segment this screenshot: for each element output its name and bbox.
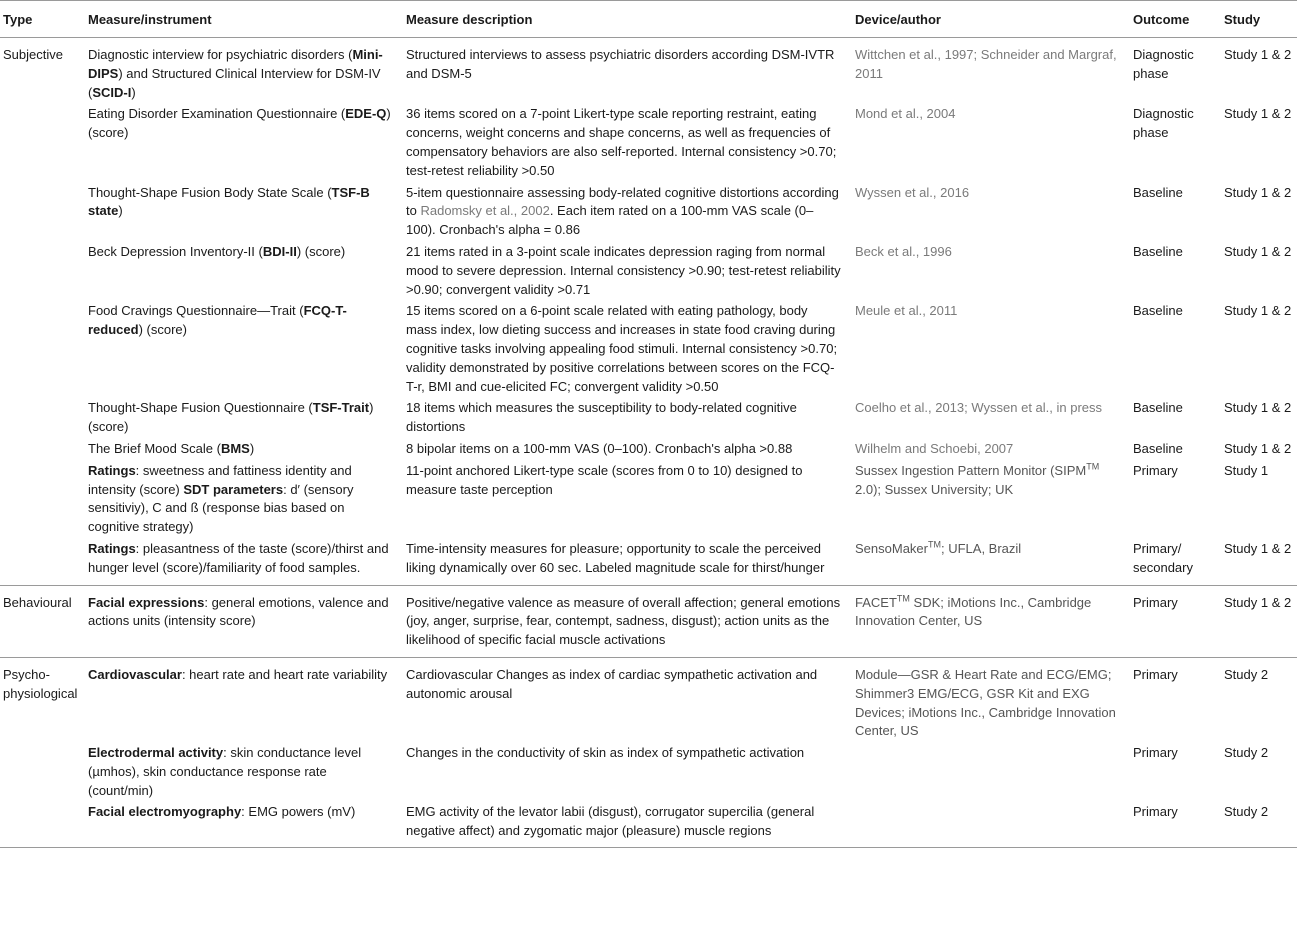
cell-measure bbox=[85, 537, 403, 585]
cell-text: 18 items which measures the susceptibility to body-related cognitive distortions bbox=[406, 400, 797, 435]
citation-text: Meule et al., 2011 bbox=[855, 303, 958, 319]
cell-measure bbox=[85, 102, 403, 180]
cell-outcome: Baseline bbox=[1133, 400, 1183, 416]
cell-device bbox=[852, 741, 1130, 800]
cell-measure bbox=[85, 459, 403, 537]
cell-measure bbox=[85, 181, 403, 240]
bold-term: TSF-Trait bbox=[312, 400, 370, 416]
cell-text: ) (score) bbox=[88, 106, 391, 141]
cell-study: Study 1 & 2 bbox=[1224, 540, 1292, 556]
cell-type bbox=[0, 800, 85, 847]
cell-description bbox=[403, 299, 852, 396]
cell-text: Thought-Shape Fusion Questionnaire ( bbox=[88, 400, 313, 416]
citation-text: Beck et al., 1996 bbox=[855, 243, 952, 259]
bold-term: SDT parameters bbox=[183, 481, 284, 497]
citation-text: Mond et al., 2004 bbox=[855, 106, 956, 122]
cell-description bbox=[403, 459, 852, 537]
table-row bbox=[0, 459, 1297, 537]
cell-type bbox=[0, 459, 85, 537]
cell-study: Study 1 bbox=[1224, 462, 1269, 478]
cell-study: Study 1 & 2 bbox=[1221, 585, 1297, 657]
cell-text: 11-point anchored Likert-type scale (scores from 0 to 10) designed to measure taste perception bbox=[406, 462, 803, 497]
cell-text: 36 items scored on a 7-point Likert-type scale reporting restraint, eating concerns, weight concerns and shape concerns, as well as frequencies of compensatory behaviors are also self-reported. Internal consistency >0.70; test-retest reliability >0.50 bbox=[406, 106, 837, 178]
cell-study: Study 1 & 2 bbox=[1224, 106, 1292, 122]
table-row bbox=[0, 38, 1297, 103]
cell-measure bbox=[85, 800, 403, 847]
cell-study: Study 1 & 2 bbox=[1224, 184, 1292, 200]
cell-study: Study 2 bbox=[1221, 657, 1297, 741]
cell-text: The Brief Mood Scale ( bbox=[88, 440, 221, 456]
trademark-sup: TM bbox=[1086, 461, 1100, 472]
cell-description bbox=[403, 741, 852, 800]
cell-text: Structured interviews to assess psychiatric disorders according DSM-IVTR and DSM-5 bbox=[406, 47, 835, 81]
table-row bbox=[0, 396, 1297, 437]
cell-study: Study 2 bbox=[1221, 800, 1297, 847]
citation-text: Coelho et al., 2013; Wyssen et al., in press bbox=[855, 400, 1103, 416]
cell-outcome: Primary bbox=[1130, 657, 1221, 741]
cell-text: EMG activity of the levator labii (disgust), corrugator supercilia (general negative affect) and zygomatic major (pleasure) muscle regions bbox=[406, 804, 815, 839]
cell-device bbox=[852, 800, 1130, 847]
cell-study: Study 1 & 2 bbox=[1224, 303, 1292, 319]
cell-description bbox=[403, 437, 852, 459]
cell-device bbox=[852, 437, 1130, 459]
cell-outcome: Primary bbox=[1130, 585, 1221, 657]
cell-type bbox=[0, 741, 85, 800]
header-measure: Measure/instrument bbox=[85, 1, 403, 38]
table-row bbox=[0, 585, 1297, 657]
cell-outcome: Baseline bbox=[1133, 440, 1183, 456]
bold-term: FCQ-T-reduced bbox=[88, 303, 347, 338]
cell-text: ) (score) bbox=[296, 243, 346, 259]
header-device: Device/author bbox=[852, 1, 1130, 38]
bold-term: TSF-B state bbox=[88, 184, 370, 219]
cell-measure bbox=[85, 299, 403, 396]
cell-text: Diagnostic interview for psychiatric disorders ( bbox=[88, 47, 353, 62]
cell-type: Psycho-physiological bbox=[0, 657, 85, 741]
table-row bbox=[0, 437, 1297, 459]
cell-device bbox=[852, 459, 1130, 537]
trademark-sup: TM bbox=[927, 539, 941, 550]
cell-text: : pleasantness of the taste (score)/thirst and hunger level (score)/familiarity of food samples. bbox=[88, 540, 389, 575]
bold-term: Electrodermal activity bbox=[88, 745, 224, 761]
table-row bbox=[0, 800, 1297, 847]
cell-text: . Each item rated on a 100-mm VAS scale (0–100). Cronbach's alpha = 0.86 bbox=[406, 203, 814, 238]
cell-outcome: Primary bbox=[1133, 462, 1178, 478]
cell-study: Study 1 & 2 bbox=[1224, 440, 1292, 456]
cell-text: ) bbox=[249, 440, 255, 456]
bold-term: EDE-Q bbox=[345, 106, 387, 122]
citation-text: Radomsky et al., 2002 bbox=[420, 203, 550, 219]
cell-description bbox=[403, 657, 852, 741]
cell-outcome: Primary bbox=[1130, 800, 1221, 847]
cell-type: Behavioural bbox=[0, 585, 85, 657]
header-outcome: Outcome bbox=[1130, 1, 1221, 38]
bold-term: Facial expressions bbox=[88, 594, 205, 610]
cell-device bbox=[852, 102, 1130, 180]
cell-description bbox=[403, 38, 852, 103]
cell-text: : heart rate and heart rate variability bbox=[181, 666, 388, 682]
cell-study: Study 1 & 2 bbox=[1224, 47, 1292, 62]
bold-term: Facial electromyography bbox=[88, 804, 242, 820]
cell-text: ) bbox=[131, 84, 136, 100]
cell-measure bbox=[85, 585, 403, 657]
cell-measure bbox=[85, 437, 403, 459]
cell-text: : sweetness and fattiness identity and intensity (score) bbox=[88, 462, 352, 497]
table-header-row bbox=[0, 1, 1297, 38]
cell-study: Study 2 bbox=[1224, 745, 1269, 761]
cell-description bbox=[403, 537, 852, 585]
table-row bbox=[0, 181, 1297, 240]
bold-term: Ratings bbox=[88, 540, 136, 556]
cell-description bbox=[403, 240, 852, 299]
cell-text: ) and Structured Clinical Interview for DSM-IV ( bbox=[88, 65, 381, 100]
cell-type bbox=[0, 240, 85, 299]
cell-study: Study 1 & 2 bbox=[1224, 400, 1292, 416]
cell-description bbox=[403, 181, 852, 240]
cell-text: Changes in the conductivity of skin as index of sympathetic activation bbox=[406, 745, 805, 761]
cell-text: 21 items rated in a 3-point scale indicates depression raging from normal mood to severe depression. Internal consistency >0.90; test-retest reliability >0.90; convergent validity >0.71 bbox=[406, 243, 841, 297]
cell-outcome: Diagnostic phase bbox=[1133, 47, 1194, 81]
cell-text: SDK; iMotions Inc., Cambridge Innovation Center, US bbox=[855, 594, 1092, 629]
cell-type bbox=[0, 537, 85, 585]
header-type: Type bbox=[0, 1, 85, 38]
cell-text: 5-item questionnaire assessing body-related cognitive distortions according to bbox=[406, 184, 839, 219]
cell-text: 2.0); Sussex University; UK bbox=[855, 481, 1014, 497]
cell-outcome: Primary bbox=[1133, 745, 1178, 761]
cell-type: Subjective bbox=[3, 47, 63, 62]
citation-text: Wyssen et al., 2016 bbox=[855, 184, 970, 200]
cell-type bbox=[0, 437, 85, 459]
cell-text: : skin conductance level (µmhos), skin conductance response rate (count/min) bbox=[88, 745, 362, 798]
cell-text: Module—GSR & Heart Rate and ECG/EMG; Shimmer3 EMG/ECG, GSR Kit and EXG Devices; iMotions Inc., Cambridge Innovation Center, US bbox=[855, 666, 1116, 739]
cell-device bbox=[852, 181, 1130, 240]
cell-text: 8 bipolar items on a 100-mm VAS (0–100). Cronbach's alpha >0.88 bbox=[406, 440, 793, 456]
cell-study: Study 1 & 2 bbox=[1224, 243, 1292, 259]
header-study: Study bbox=[1221, 1, 1297, 38]
cell-text: Beck Depression Inventory-II ( bbox=[88, 243, 263, 259]
cell-text: : general emotions, valence and actions units (intensity score) bbox=[88, 594, 389, 629]
cell-measure bbox=[85, 657, 403, 741]
cell-measure bbox=[85, 741, 403, 800]
cell-text: Thought-Shape Fusion Body State Scale ( bbox=[88, 184, 332, 200]
trademark-sup: TM bbox=[896, 593, 910, 604]
table-body bbox=[0, 38, 1297, 848]
cell-text: ; UFLA, Brazil bbox=[940, 540, 1022, 556]
cell-outcome: Baseline bbox=[1133, 243, 1183, 259]
table-row bbox=[0, 657, 1297, 741]
cell-text: ) (score) bbox=[88, 400, 374, 435]
cell-text: FACET bbox=[855, 594, 897, 610]
cell-type bbox=[0, 102, 85, 180]
table-row bbox=[0, 741, 1297, 800]
cell-measure bbox=[85, 396, 403, 437]
cell-device bbox=[852, 537, 1130, 585]
cell-text: Food Cravings Questionnaire—Trait ( bbox=[88, 303, 304, 319]
citation-text: Wittchen et al., 1997; Schneider and Margraf, 2011 bbox=[855, 47, 1117, 81]
cell-measure bbox=[85, 240, 403, 299]
cell-outcome: Diagnostic phase bbox=[1133, 106, 1194, 141]
cell-type bbox=[0, 299, 85, 396]
cell-device bbox=[852, 299, 1130, 396]
cell-text: Cardiovascular Changes as index of cardiac sympathetic activation and autonomic arousal bbox=[406, 666, 818, 701]
cell-text: : d′ (sensory sensitiviy), C and ß (response bias based on cognitive strategy) bbox=[88, 481, 354, 535]
header-description: Measure description bbox=[403, 1, 852, 38]
cell-text: ) (score) bbox=[138, 322, 187, 338]
cell-outcome: Primary/ secondary bbox=[1133, 540, 1193, 575]
table-row bbox=[0, 299, 1297, 396]
cell-description bbox=[403, 800, 852, 847]
bold-term: Cardiovascular bbox=[88, 666, 182, 682]
cell-text: Eating Disorder Examination Questionnaire ( bbox=[88, 106, 346, 122]
cell-text: SensoMaker bbox=[855, 540, 928, 556]
cell-text: 15 items scored on a 6-point scale related with eating pathology, body mass index, low dieting success and increases in state food craving during cognitive tasks involving appealing food stimuli. Internal consistency >0.70; validity demonstrated by positive correlations between scores on the FCQ-T-r, BMI and cue-elicited FC; convergent validity >0.50 bbox=[406, 303, 838, 394]
bold-term: BMS bbox=[220, 440, 250, 456]
cell-outcome: Baseline bbox=[1133, 303, 1183, 319]
cell-device bbox=[852, 38, 1130, 103]
bold-term: Ratings bbox=[88, 462, 136, 478]
cell-type bbox=[0, 396, 85, 437]
citation-text: Wilhelm and Schoebi, 2007 bbox=[855, 440, 1014, 456]
cell-device bbox=[852, 240, 1130, 299]
cell-description bbox=[403, 585, 852, 657]
cell-device bbox=[852, 657, 1130, 741]
cell-text: Sussex Ingestion Pattern Monitor (SIPM bbox=[855, 462, 1087, 478]
table-row bbox=[0, 240, 1297, 299]
table-row bbox=[0, 537, 1297, 585]
cell-text: : EMG powers (mV) bbox=[241, 804, 356, 820]
cell-device bbox=[852, 396, 1130, 437]
cell-text: Positive/negative valence as measure of overall affection; general emotions (joy, anger, surprise, fear, contempt, sadness, disgust); action units as the likelihood of specific facial muscle activations bbox=[406, 594, 841, 648]
table-row bbox=[0, 102, 1297, 180]
cell-description bbox=[403, 102, 852, 180]
cell-type bbox=[0, 181, 85, 240]
cell-text: Time-intensity measures for pleasure; opportunity to scale the perceived liking dynamically over 60 sec. Labeled magnitude scale for thirst/hunger bbox=[406, 540, 825, 575]
cell-measure bbox=[85, 38, 403, 103]
bold-term: Mini-DIPS bbox=[88, 47, 383, 81]
bold-term: BDI-II bbox=[262, 243, 297, 259]
cell-device bbox=[852, 585, 1130, 657]
bold-term: SCID-I bbox=[92, 84, 132, 100]
cell-outcome: Baseline bbox=[1133, 184, 1183, 200]
cell-description bbox=[403, 396, 852, 437]
cell-text: ) bbox=[118, 203, 123, 219]
